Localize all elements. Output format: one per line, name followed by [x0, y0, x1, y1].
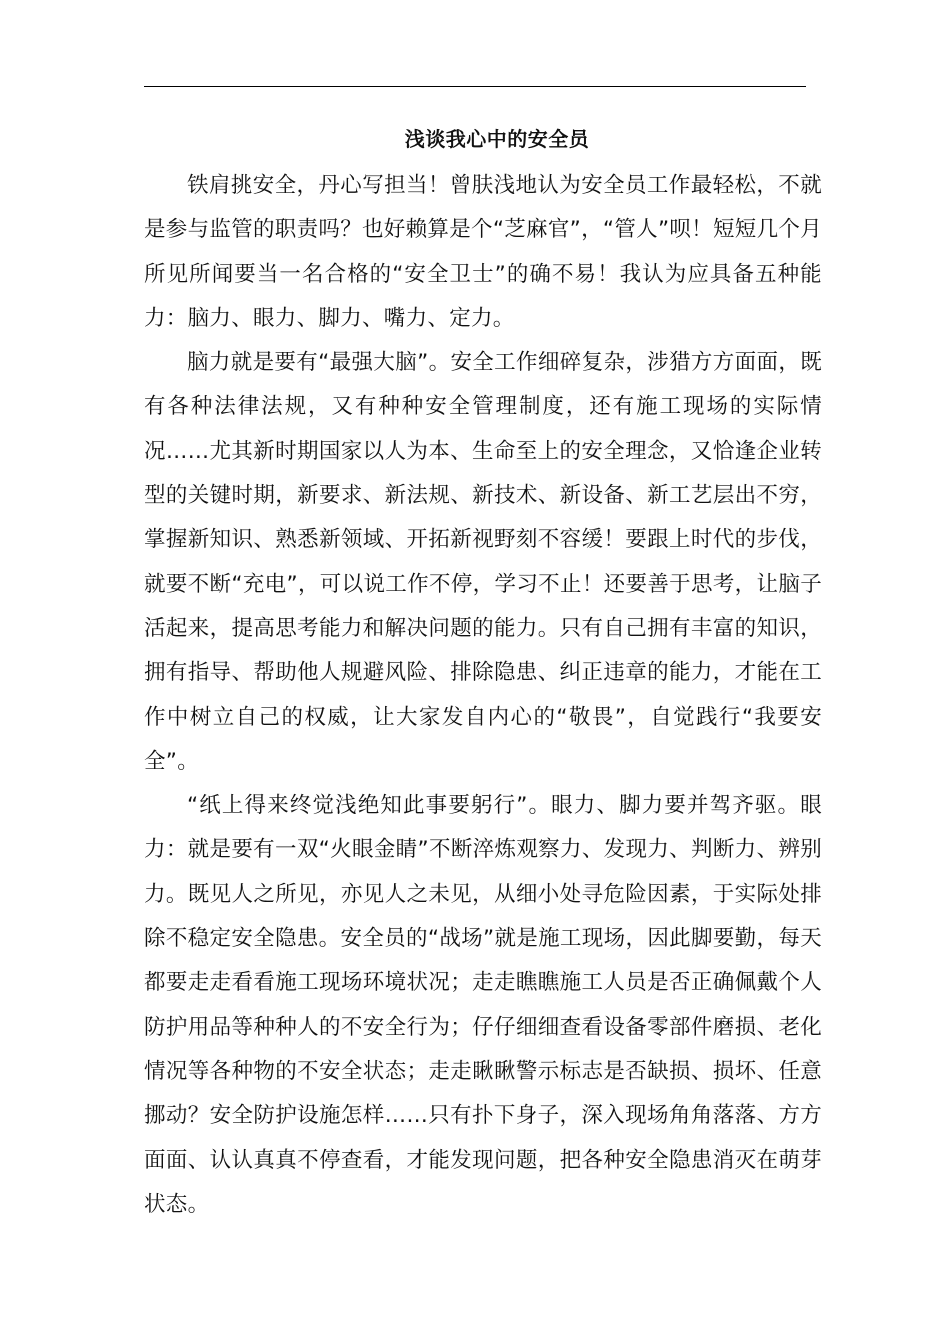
- paragraph-intro: 铁肩挑安全，丹心写担当！曾肤浅地认为安全员工作最轻松，不就是参与监管的职责吗？也好赖算是个“芝麻官”，“管人”呗！短短几个月所见所闻要当一名合格的“安全卫士”的确不易！我认为应具备五种能力：脑力、眼力、脚力、嘴力、定力。: [144, 173, 822, 331]
- document-title: 浅谈我心中的安全员: [404, 127, 590, 151]
- paragraph-brainpower: 脑力就是要有“最强大脑”。安全工作细碎复杂，涉猎方方面面，既有各种法律法规，又有种种安全管理制度，还有施工现场的实际情况……尤其新时期国家以人为本、生命至上的安全理念，又恰逢企业转型的关键时期，新要求、新法规、新技术、新设备、新工艺层出不穷，掌握新知识、熟悉新领域、开拓新视野刻不容缓！要跟上时代的步伐，就要不断“充电”，可以说工作不停，学习不止！还要善于思考，让脑子活起来，提高思考能力和解决问题的能力。只有自己拥有丰富的知识，拥有指导、帮助他人规避风险、排除隐患、纠正违章的能力，才能在工作中树立自己的权威，让大家发自内心的“敬畏”，自觉践行“我要安全”。: [144, 350, 822, 774]
- header-rule: [144, 86, 806, 87]
- paragraph-eye-and-foot-power: “纸上得来终觉浅绝知此事要躬行”。眼力、脚力要并驾齐驱。眼力：就是要有一双“火眼金睛”不断淬炼观察力、发现力、判断力、辨别力。既见人之所见，亦见人之未见，从细小处寻危险因素，于实际处排除不稳定安全隐患。安全员的“战场”就是施工现场，因此脚要勤，每天都要走走看看施工现场环境状况；走走瞧瞧施工人员是否正确佩戴个人防护用品等种种人的不安全行为；仔仔细细查看设备零部件磨损、老化情况等各种物的不安全状态；走走瞅瞅警示标志是否缺损、损坏、任意挪动？安全防护设施怎样……只有扑下身子，深入现场角角落落、方方面面、认认真真不停查看，才能发现问题，把各种安全隐患消灭在萌芽状态。: [144, 793, 822, 1217]
- document-body: [144, 164, 822, 1227]
